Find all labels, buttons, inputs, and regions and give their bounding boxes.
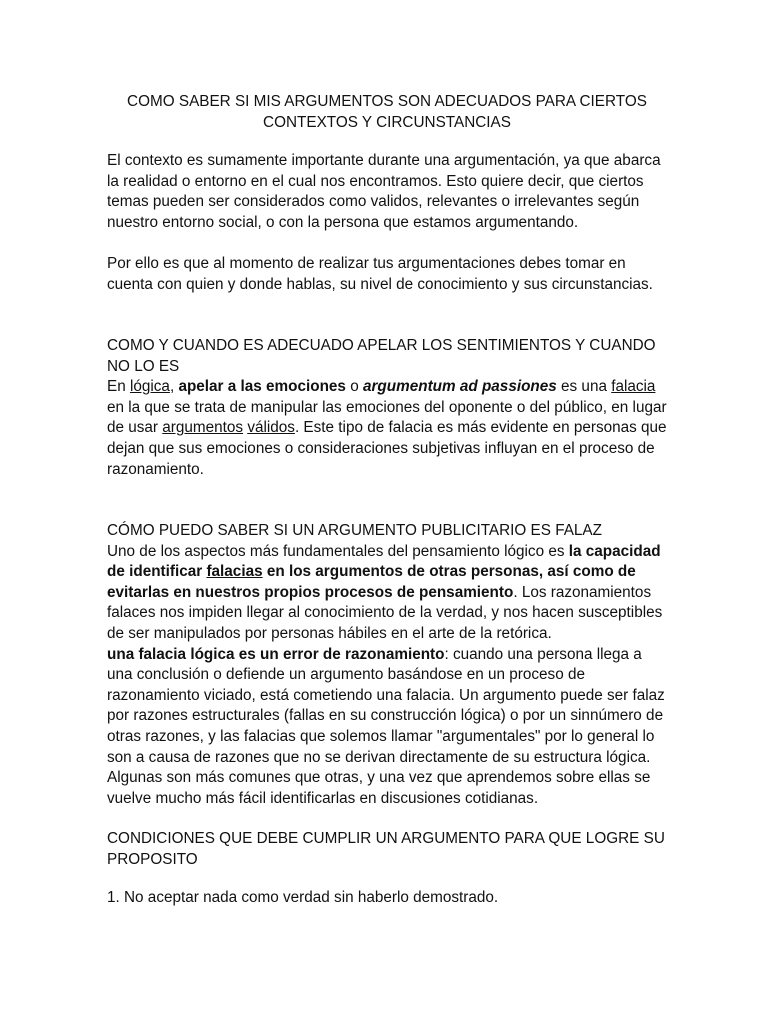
section-heading-emotions: COMO Y CUANDO ES ADECUADO APELAR LOS SENTIMIENTOS Y CUANDO NO LO ES [107,337,656,375]
section-conditions [107,829,667,909]
link-validos[interactable]: válidos [247,419,295,437]
bold-definition: una falacia lógica es un error de razonamiento [107,645,445,663]
text-run: En [107,378,130,396]
link-falacias[interactable]: falacias [206,563,263,581]
bold-term: apelar a las emociones [178,378,346,396]
bold-italic-term: argumentum ad passiones [362,378,557,396]
text-run: o [345,378,363,396]
title-line-2: CONTEXTOS Y CIRCUNSTANCIAS [263,114,511,131]
title-line-1: COMO SABER SI MIS ARGUMENTOS SON ADECUADOS PARA CIERTOS [127,93,647,110]
section-fallacy [107,521,667,809]
document-title [107,91,667,133]
paragraph-context: El contexto es sumamente importante durante una argumentación, ya que abarca la realidad o entorno en el cual nos encontramos. Esto quiere decir, que ciertos temas pueden ser considerados como validos, relevantes o irrelevantes según nuestro entorno social, o con la persona que estamos argumentando. [107,152,661,231]
section-body-fallacy [107,542,667,645]
text-run: es una [556,378,612,396]
text-run: : cuando una persona llega a una conclusión o defiende un argumento basándose en un proceso de razonamiento viciado, está cometiendo una falacia. Un argumento puede ser falaz por razones estructurales (fallas en su construcción lógica) o por un sinnúmero de otras razones, y las falacias que solemos llamar "argumentales" por lo general lo son a causa de razones que no se derivan directamente de su estructura lógica. Algunas son más comunes que otras, y una vez que aprendemos sobre ellas se vuelve mucho más fácil identificarlas en discusiones cotidianas. [107,645,665,807]
section-emotions [107,336,667,480]
section-heading-fallacy: CÓMO PUEDO SABER SI UN ARGUMENTO PUBLICITARIO ES FALAZ [107,522,602,539]
section-body-definition [107,645,667,810]
section-heading-conditions: CONDICIONES QUE DEBE CUMPLIR UN ARGUMENTO PARA QUE LOGRE SU PROPOSITO [107,830,665,868]
section-body-emotions [107,377,667,480]
text-run: Uno de los aspectos más fundamentales del pensamiento lógico es [107,542,569,560]
link-logica[interactable]: lógica [129,378,170,396]
text-run: . Este tipo de falacia es más evidente en personas que dejan que sus emociones o consideraciones subjetivas influyan en el proceso de razonamiento. [107,419,667,478]
link-falacia[interactable]: falacia [611,378,656,396]
text-run: en la que se trata de manipular las emociones del oponente o del público, en lugar de usar [107,398,667,437]
text-run: , [169,378,179,396]
paragraph-conclusion: Por ello es que al momento de realizar tus argumentaciones debes tomar en cuenta con quien y donde hablas, su nivel de conocimiento y sus circunstancias. [107,255,653,293]
bold-run: la capacidad de identificar [107,542,661,581]
link-argumentos[interactable]: argumentos [162,419,244,437]
list-item-1: 1. No aceptar nada como verdad sin haberlo demostrado. [107,889,499,907]
text-run: . Los razonamientos falaces nos impiden llegar al conocimiento de la verdad, y nos hacen susceptibles de ser manipulados por personas hábiles en el arte de la retórica. [107,583,663,642]
bold-run: en los argumentos de otras personas, así como de evitarlas en nuestros propios procesos de pensamiento [107,563,636,601]
